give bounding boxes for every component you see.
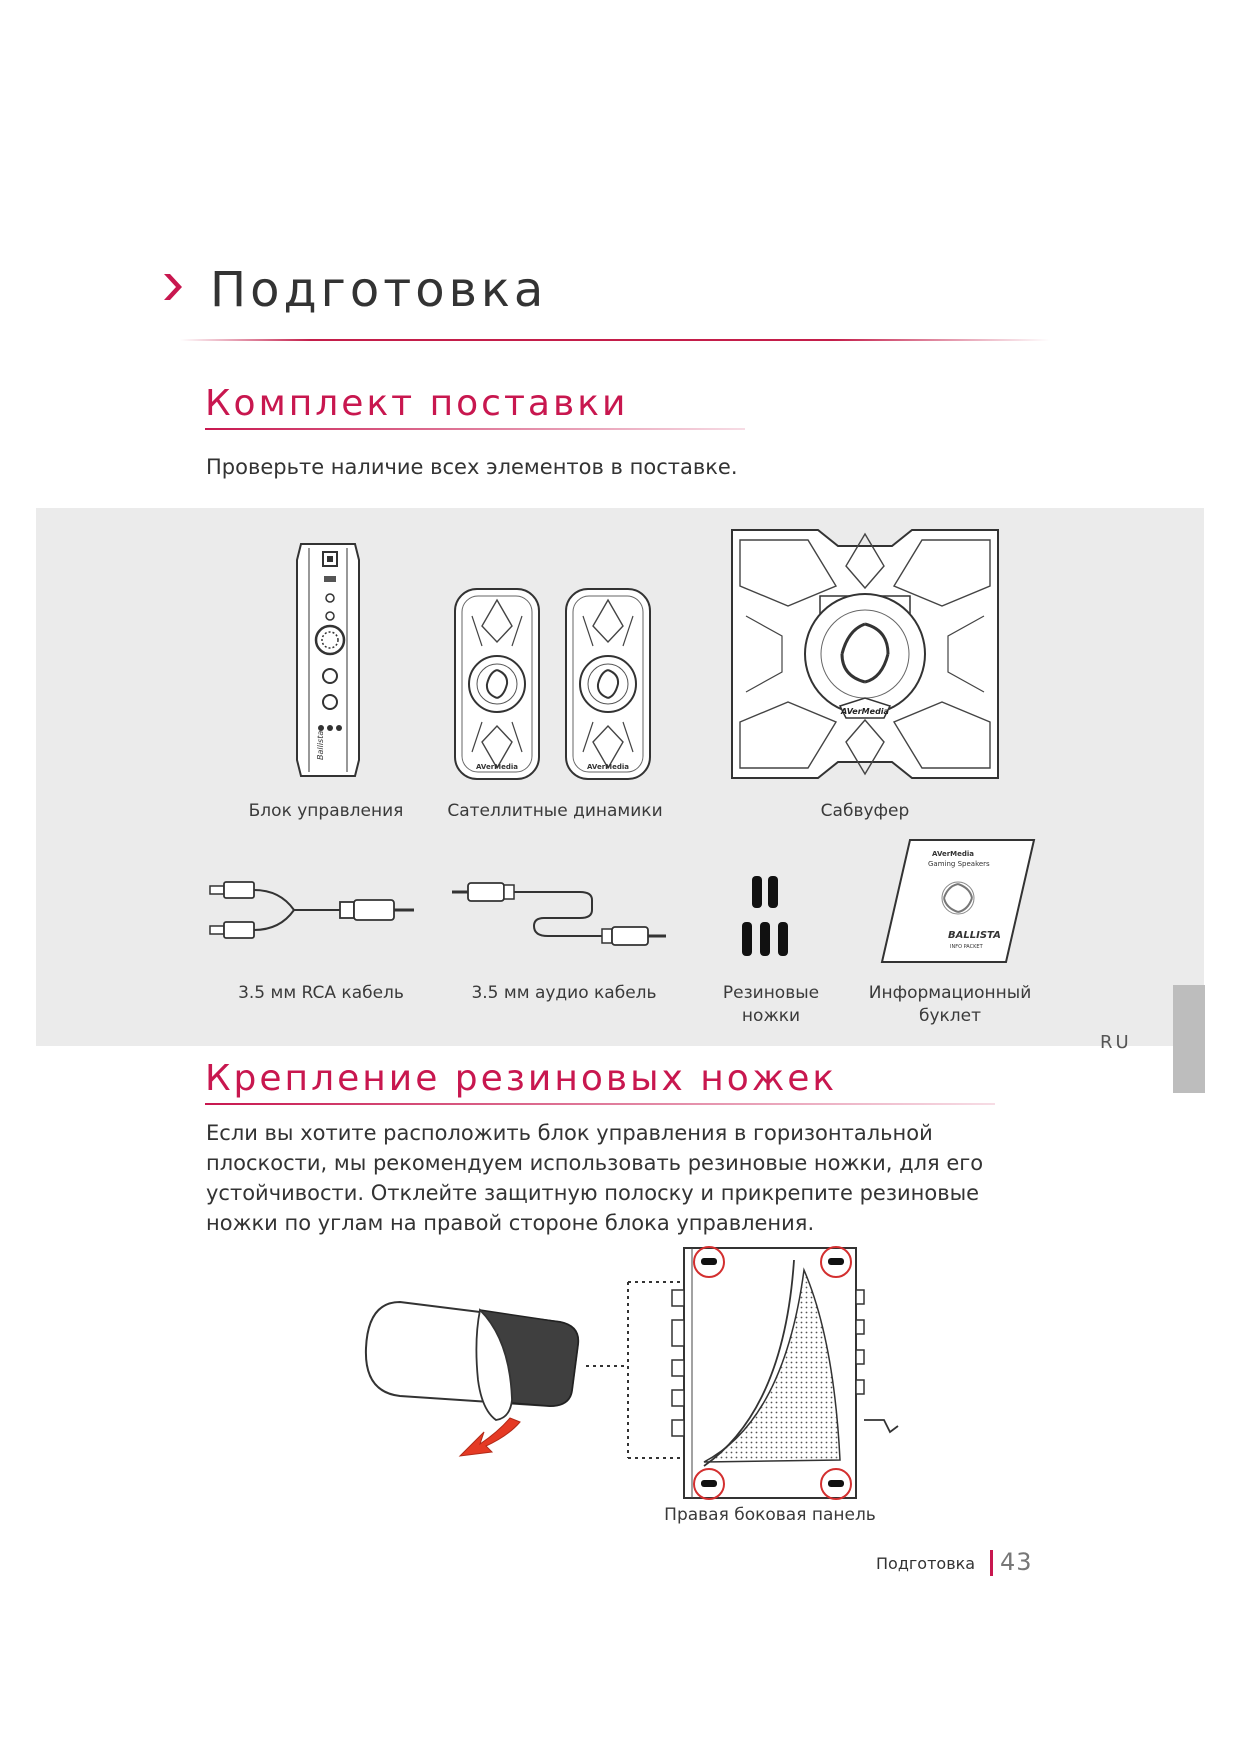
peel-strip-illustration <box>360 1300 600 1460</box>
caption-subwoofer: Сабвуфер <box>820 801 910 821</box>
caption-info-booklet-line2: буклет <box>918 1006 982 1026</box>
caption-rubber-feet-line2: ножки <box>741 1006 801 1026</box>
audio-cable-image <box>452 880 680 950</box>
satellite-right-brand: AVerMedia <box>586 763 630 771</box>
caption-rubber-feet-line1: Резиновые <box>722 983 820 1003</box>
caption-rca-cable: 3.5 мм RCA кабель <box>238 983 404 1003</box>
rubber-feet-image <box>736 876 798 958</box>
subwoofer-brand: AVerMedia <box>841 707 889 716</box>
control-unit-image <box>293 540 363 780</box>
satellite-speaker-left-image <box>452 586 542 782</box>
satellite-speaker-right-image <box>563 586 653 782</box>
info-booklet-image <box>878 836 1038 966</box>
package-section-divider <box>205 428 745 430</box>
chapter-divider <box>180 339 1050 341</box>
booklet-name-sub: INFO PACKET <box>950 944 983 950</box>
rca-cable-image <box>210 880 416 940</box>
caption-control-unit: Блок управления <box>248 801 404 821</box>
package-section-title: Комплект поставки <box>205 383 629 424</box>
control-unit-brand: Ballista <box>316 730 325 760</box>
satellite-left-brand: AVerMedia <box>475 763 519 771</box>
side-tab <box>1173 985 1205 1093</box>
subwoofer-image <box>728 526 1002 782</box>
right-side-panel-caption: Правая боковая панель <box>664 1505 876 1525</box>
footer-divider <box>990 1550 993 1576</box>
feet-paragraph: Если вы хотите расположить блок управления в горизонтальной плоскости, мы рекомендуем использовать резиновые ножки, для его устойчивости. Отклейте защитную полоску и прикрепите резиновые ножки по углам на правой стороне блока управления. <box>206 1121 984 1235</box>
package-intro: Проверьте наличие всех элементов в поставке. <box>206 455 738 479</box>
caption-satellite-speakers: Сателлитные динамики <box>447 801 663 821</box>
caption-info-booklet-line1: Информационный <box>868 983 1032 1003</box>
feet-section-divider <box>205 1103 995 1105</box>
booklet-brand: AVerMedia <box>932 850 975 858</box>
chapter-chevron-icon <box>162 272 184 302</box>
chapter-title: Подготовка <box>210 262 548 318</box>
page-number: 43 <box>1000 1548 1033 1576</box>
booklet-name: BALLISTA <box>948 930 1001 941</box>
booklet-subtitle: Gaming Speakers <box>928 860 990 868</box>
language-label: RU <box>1100 1032 1132 1053</box>
caption-info-booklet <box>850 982 1050 1028</box>
caption-audio-cable: 3.5 мм аудио кабель <box>471 983 657 1003</box>
footer-section-label: Подготовка <box>876 1554 976 1573</box>
feet-section-title: Крепление резиновых ножек <box>205 1058 838 1099</box>
caption-rubber-feet <box>706 982 836 1028</box>
right-side-panel-diagram <box>664 1240 908 1510</box>
